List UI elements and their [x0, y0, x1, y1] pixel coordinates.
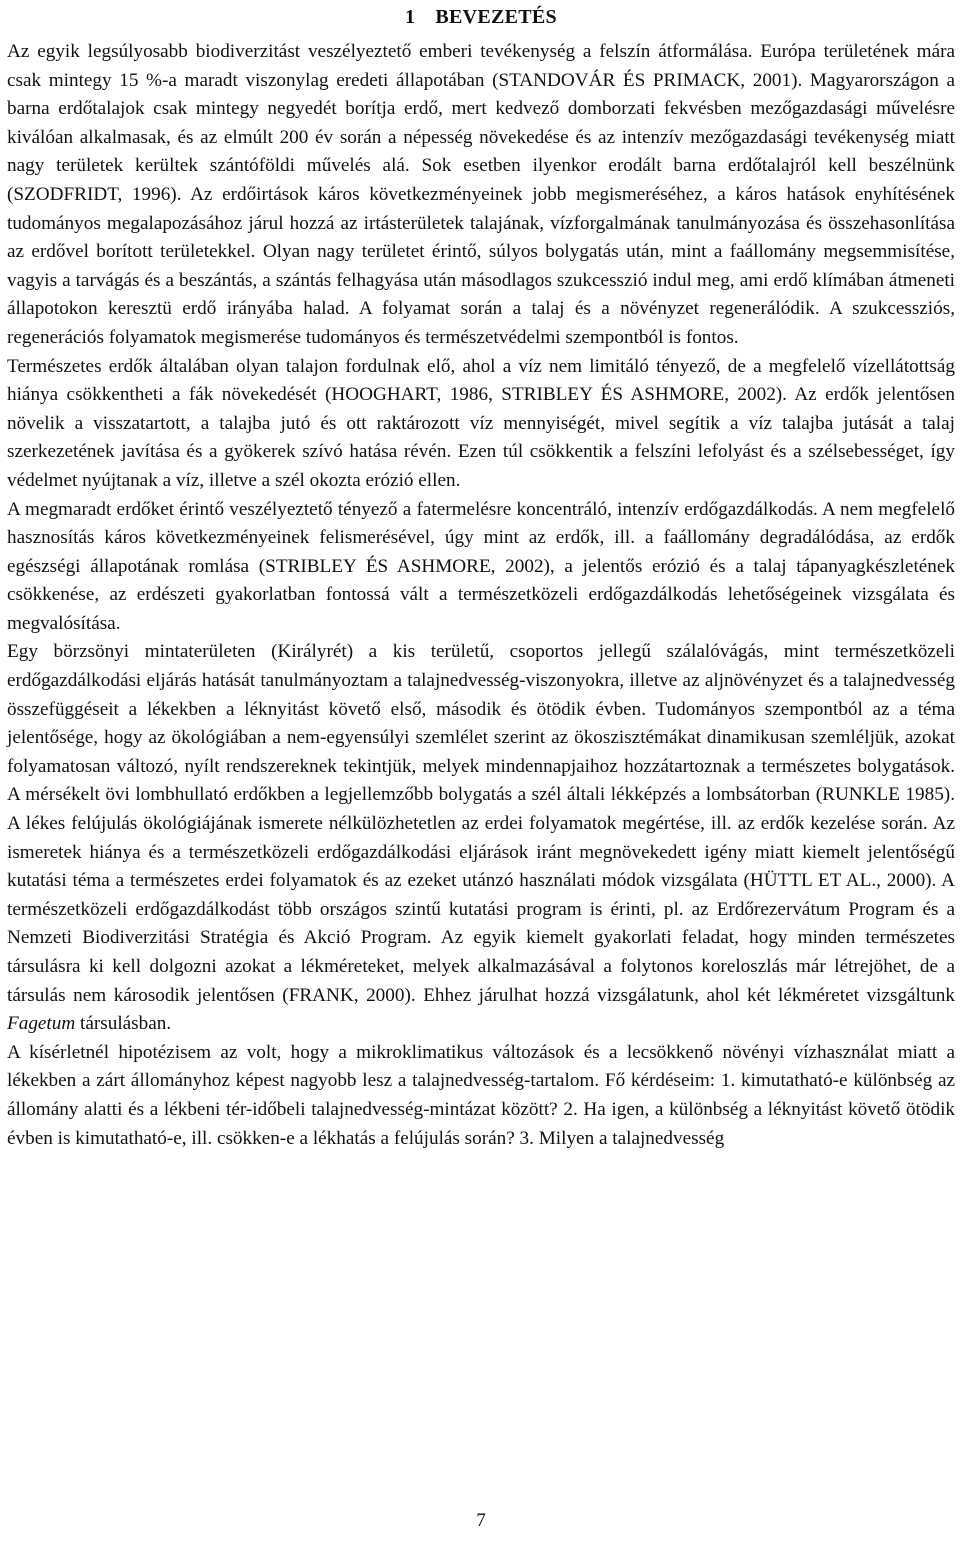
paragraph	[7, 353, 955, 496]
italic-text: Fagetum	[7, 1013, 76, 1035]
chapter-title: BEVEZETÉS	[435, 6, 557, 28]
chapter-number: 1	[405, 6, 416, 28]
paragraph-text: társulásban.	[75, 1013, 172, 1035]
page-number: 7	[476, 1510, 486, 1531]
paragraph	[7, 638, 955, 1038]
chapter-heading	[7, 4, 955, 30]
document-page	[7, 0, 955, 1545]
paragraph	[7, 496, 955, 639]
paragraph-text: Természetes erdők általában olyan talajon fordulnak elő, ahol a víz nem limitáló tényező, de a megfelelő vízellátottság hiánya csökkentheti a fák növekedését (HOOGHART, 1986, STRIBLEY ÉS ASHMORE, 2002). Az erdők jelentősen növelik a visszatartott, a talajba jutó és ott raktározott víz mennyiségét, mivel segítik a víz talajba jutását a talaj szerkezetének javítása és a gyökerek szívó hatása révén. Ezen túl csökkentik a felszíni lefolyást és a szélsebességet, így védelmet nyújtanak a víz, illetve a szél okozta erózió ellen.	[7, 355, 955, 491]
paragraph-text: A kísérletnél hipotézisem az volt, hogy a mikroklimatikus változások és a lecsökkenő növényi vízhasználat miatt a lékekben a zárt állományhoz képest nagyobb lesz a talajnedvesség-tartalom. Fő kérdéseim: 1. kimutatható-e különbség az állomány alatti és a lékbeni tér-időbeli talajnedvesség-mintázat között? 2. Ha igen, a különbség a léknyitást követő ötödik évben is kimutatható-e, ill. csökken-e a lékhatás a felújulás során? 3. Milyen a talajnedvesség	[7, 1041, 955, 1149]
paragraph-text: A megmaradt erdőket érintő veszélyeztető tényező a fatermelésre koncentráló, intenzív erdőgazdálkodás. A nem megfelelő hasznosítás káros következményeinek felismerésével, úgy mint az erdők, ill. a faállomány degradálódása, az erdők egészségi állapotának romlása (STRIBLEY ÉS ASHMORE, 2002), a jelentős erózió és a talaj tápanyagkészletének csökkenése, az erdészeti gyakorlatban fontossá vált a természetközeli erdőgazdálkodás lehetőségeinek vizsgálata és megvalósítása.	[7, 498, 955, 634]
paragraph-text: Egy börzsönyi mintaterületen (Királyrét) a kis területű, csoportos jellegű szálalóvágás, mint természetközeli erdőgazdálkodási eljárás hatását tanulmányoztam a talajnedvesség-viszonyokra, illetve az aljnövényzet és a talajnedvesség összefüggéseit a lékekben a léknyitást követő első, második és ötödik évben. Tudományos szempontból az a téma jelentősége, hogy az ökológiában a nem-egyensúlyi szemlélet szerint az ökoszisztémákat dinamikusan szemléljük, azokat folyamatosan változó, nyílt rendszereknek tekintjük, melyek mindennapjaihoz hozzátartoznak a természetes bolygatások. A mérsékelt övi lombhullató erdőkben a legjellemzőbb bolygatás a szél általi lékképzés a lombsátorban (RUNKLE 1985). A lékes felújulás ökológiájának ismerete nélkülözhetetlen az erdei folyamatok megértése, ill. az erdők kezelése során. Az ismeretek hiánya és a természetközeli erdőgazdálkodási eljárások iránt megnövekedett igény miatt kiemelt jelentőségű kutatási téma a természetes erdei folyamatok és az ezeket utánzó használati módok vizsgálata (HÜTTL ET AL., 2000). A természetközeli erdőgazdálkodást több országos szintű kutatási program is érinti, pl. az Erdőrezervátum Program és a Nemzeti Biodiverzitási Stratégia és Akció Program. Az egyik kiemelt gyakorlati feladat, hogy minden természetes társulásra ki kell dolgozni azokat a lékméreteket, melyek alkalmazásával a folytonos koreloszlás már létrejöhet, de a társulás nem károsodik jelentősen (FRANK, 2000). Ehhez járulhat hozzá vizsgálatunk, ahol két lékméretet vizsgáltunk	[7, 641, 955, 1006]
paragraph	[7, 38, 955, 353]
body-text	[7, 38, 955, 1153]
paragraph-text: Az egyik legsúlyosabb biodiverzitást veszélyeztető emberi tevékenység a felszín átformálása. Európa területének mára csak mintegy 15 %-a maradt viszonylag eredeti állapotában (STANDOVÁR ÉS PRIMACK, 2001). Magyarországon a barna erdőtalajok csak mintegy negyedét borítja erdő, mert kedvező domborzati fekvésben mezőgazdasági művelésre kiválóan alkalmasak, és az elmúlt 200 év során a népesség növekedése és az intenzív mezőgazdasági tevékenység miatt nagy területek kerültek szántóföldi művelés alá. Sok esetben ilyenkor erodált barna erdőtalajról kell beszélnünk (SZODFRIDT, 1996). Az erdőirtások káros következményeinek jobb megismeréséhez, a káros hatások enyhítésének tudományos megalapozásához járul hozzá az irtásterületek talajának, vízforgalmának tanulmányozása és összehasonlítása az erdővel borított területekkel. Olyan nagy területet érintő, súlyos bolygatás után, mint a faállomány megsemmisítése, vagyis a tarvágás és a beszántás, a szántás felhagyása után másodlagos szukcesszió indul meg, ami erdő klímában átmeneti állapotokon keresztü erdő irányába halad. A folyamat során a talaj és a növényzet regenerálódik. A szukcessziós, regenerációs folyamatok megismerése tudományos és természetvédelmi szempontból is fontos.	[7, 41, 955, 348]
paragraph	[7, 1039, 955, 1153]
